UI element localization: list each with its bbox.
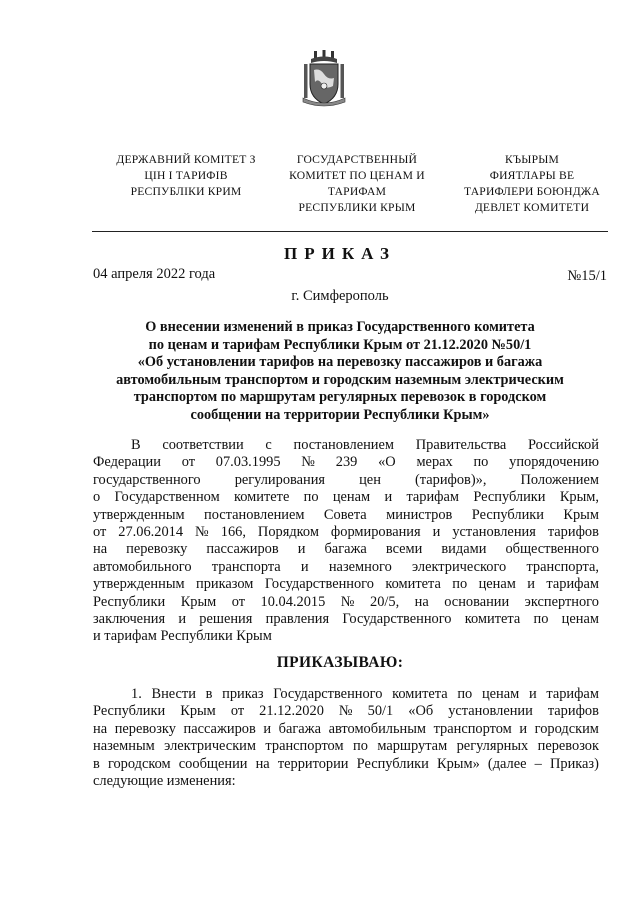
coat-of-arms-emblem bbox=[300, 50, 348, 108]
order-number: №15/1 bbox=[567, 268, 607, 284]
order-city: г. Симферополь bbox=[291, 288, 389, 304]
header-name-ukrainian: ДЕРЖАВНИЙ КОМІТЕТ З ЦІН І ТАРИФІВ РЕСПУБЛІКИ КРИМ bbox=[116, 153, 256, 198]
header-name-russian: ГОСУДАРСТВЕННЫЙ КОМИТЕТ ПО ЦЕНАМ И ТАРИФАМ РЕСПУБЛИКИ КРЫМ bbox=[289, 153, 425, 214]
order-date: 04 апреля 2022 года bbox=[93, 266, 216, 282]
header-name-crimean-tatar: КЪЫРЫМ ФИЯТЛАРЫ ВЕ ТАРИФЛЕРИ БОЮНДЖА ДЕВЛЕТ КОМИТЕТИ bbox=[464, 153, 600, 214]
clause-1-paragraph: 1. Внести в приказ Государственного комитета по ценам и тарифам Республики Крым от 21.12.2020 № 50/1 «Об установлении тарифов на перевозку пассажиров и багажа автомобильным транспортом и городским наземным электрическим транспортом по маршрутам регулярных перевозок в городском сообщении на территории Республики Крым» (далее – Приказ) следующие изменения: bbox=[93, 686, 599, 789]
preamble-paragraph: В соответствии с постановлением Правительства Российской Федерации от 07.03.1995 № 239 «О мерах по упорядочению государственного регулирования цен (тарифов)», Положением о Государственном комитете по ценам и тарифам Республики Крым, утвержденным постановлением Совета министров Республики Крым от 27.06.2014 № 166, Порядком формирования и установления тарифов на перевозку пассажиров и багажа всеми видами общественного автомобильного транспорта и наземного электрического транспорта, утвержденным приказом Государственного комитета по ценам и тарифам Республики Крым от 10.04.2015 № 20/5, на основании экспертного заключения и решения правления Государственного комитета по ценам и тарифам Республики Крым bbox=[93, 437, 599, 645]
decree-heading: ПРИКАЗЫВАЮ: bbox=[276, 654, 404, 671]
order-title: ПРИКАЗ bbox=[284, 244, 396, 263]
header-divider bbox=[92, 231, 608, 232]
order-subject: О внесении изменений в приказ Государственного комитета по ценам и тарифам Республики Крым от 21.12.2020 №50/1 «Об установлении тарифов на перевозку пассажиров и багажа автомобильным транспортом и городским наземным электрическим транспортом по маршрутам регулярных перевозок в городском сообщении на территории Республики Крым» bbox=[116, 319, 564, 423]
crimea-emblem-icon bbox=[300, 50, 348, 108]
